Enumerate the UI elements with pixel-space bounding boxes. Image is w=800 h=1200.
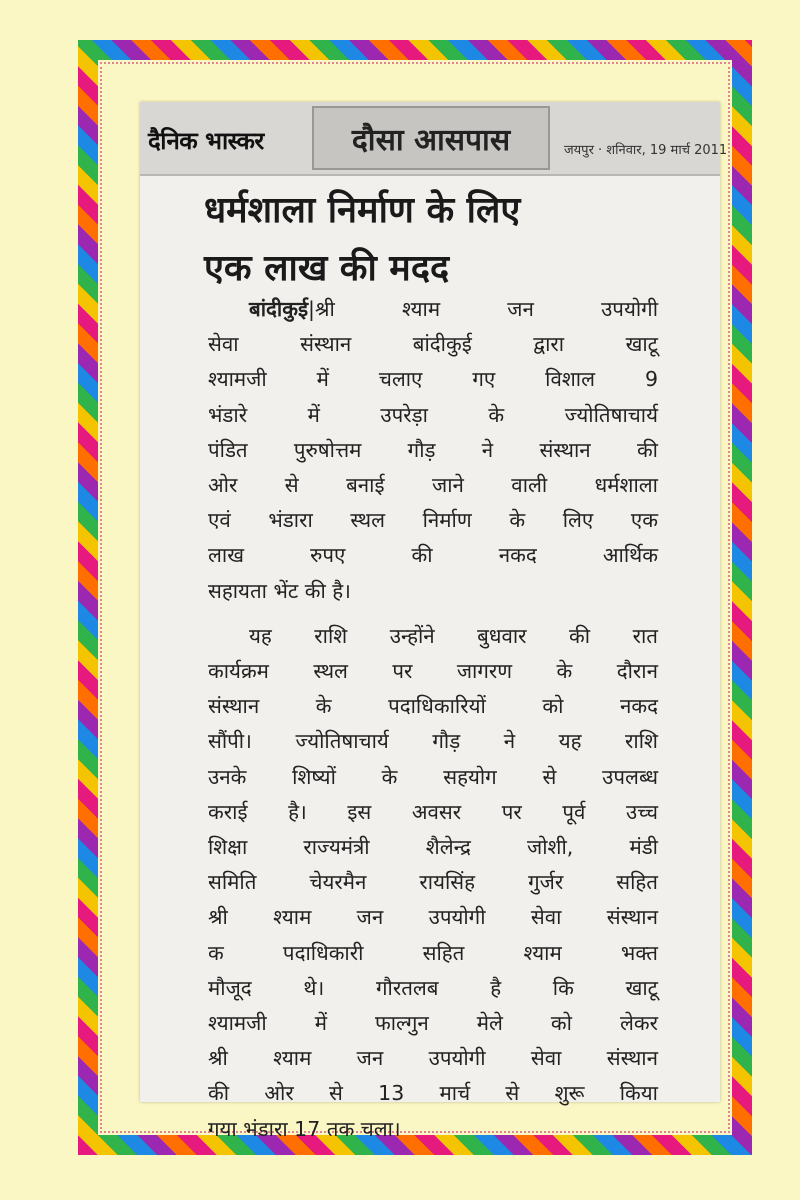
section-title: दौसा आसपास: [351, 123, 511, 158]
body-line: एवं भंडारा स्थल निर्माण के लिए एक: [208, 508, 658, 533]
masthead-divider: [140, 174, 720, 176]
body-line: [208, 619, 658, 654]
body-line: कराई है। इस अवसर पर पूर्व उच्च: [208, 799, 658, 824]
body-line: शिक्षा राज्यमंत्री शैलेन्द्र जोशी, मंडी: [208, 835, 658, 860]
body-line: गया भंडारा 17 तक चला।: [208, 1116, 401, 1141]
body-line: संस्थान के पदाधिकारियों को नकद: [208, 694, 658, 719]
article-body: [208, 292, 658, 1147]
newspaper-brand: दैनिक भास्कर: [148, 127, 264, 155]
headline-line-1: धर्मशाला निर्माण के लिए: [204, 190, 521, 231]
body-line: भंडारे में उपरेड़ा के ज्योतिषाचार्य: [208, 402, 658, 427]
body-line: [208, 292, 658, 327]
paragraph-gap: [208, 609, 658, 619]
article-headline: [204, 182, 664, 298]
body-line: लाख रुपए की नकद आर्थिक: [208, 543, 658, 568]
masthead: [140, 102, 728, 174]
section-box: [312, 106, 550, 170]
place-name: बांदीकुई: [249, 297, 309, 321]
body-line: सौंपी। ज्योतिषाचार्य गौड़ ने यह राशि: [208, 729, 658, 754]
body-line: समिति चेयरमैन रायसिंह गुर्जर सहित: [208, 870, 658, 895]
body-line: सहायता भेंट की है।: [208, 578, 351, 603]
body-line: उनके शिष्यों के सहयोग से उपलब्ध: [208, 764, 658, 789]
body-line: की ओर से 13 मार्च से शुरू किया: [208, 1081, 658, 1106]
body-line: सेवा संस्थान बांदीकुई द्वारा खाटू: [208, 332, 658, 357]
body-line: श्री श्याम जन उपयोगी सेवा संस्थान: [208, 1046, 658, 1071]
body-line-text: |श्री श्याम जन उपयोगी: [308, 297, 658, 321]
body-line-text: यह राशि उन्होंने बुधवार की रात: [249, 623, 658, 648]
body-line: क पदाधिकारी सहित श्याम भक्त: [208, 940, 658, 965]
body-line: पंडित पुरुषोत्तम गौड़ ने संस्थान की: [208, 437, 658, 462]
body-line: मौजूद थे। गौरतलब है कि खाटू: [208, 975, 658, 1000]
newspaper-clipping: [140, 102, 728, 1141]
body-line: श्यामजी में चलाए गए विशाल 9: [208, 367, 658, 392]
body-line: श्यामजी में फाल्गुन मेले को लेकर: [208, 1011, 658, 1036]
headline-line-2: एक लाख की मदद: [204, 248, 450, 289]
body-line: ओर से बनाई जाने वाली धर्मशाला: [208, 473, 658, 498]
dateline: जयपुर · शनिवार, 19 मार्च 2011: [564, 143, 728, 158]
body-line: श्री श्याम जन उपयोगी सेवा संस्थान: [208, 905, 658, 930]
body-line: कार्यक्रम स्थल पर जागरण के दौरान: [208, 659, 658, 684]
